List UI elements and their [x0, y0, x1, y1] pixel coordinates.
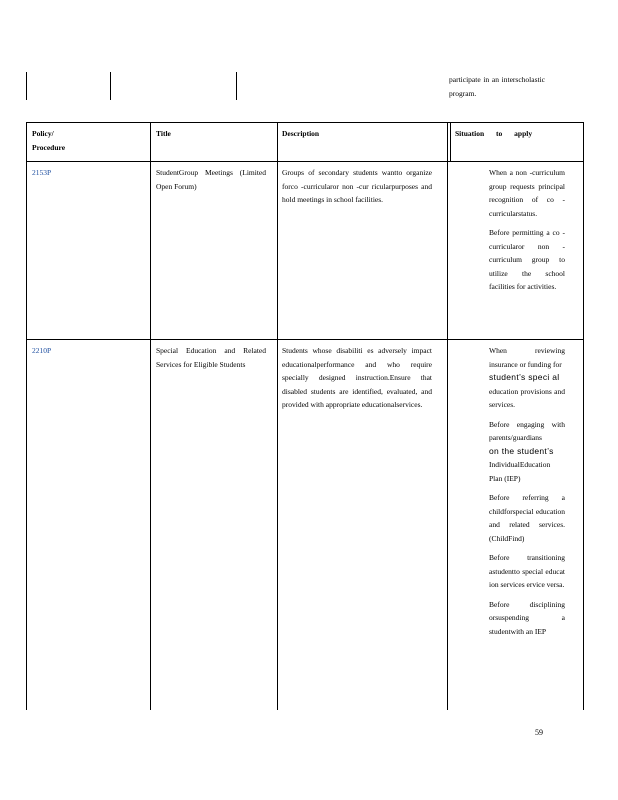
list-item [472, 226, 565, 294]
situation-text: Before transitioning astudentto special educat ion services ervice versa. [489, 553, 565, 589]
situation-list [472, 166, 565, 294]
prev-table-border-col3 [236, 72, 237, 100]
header-title: Title [156, 129, 171, 138]
page-number: 59 [535, 728, 543, 737]
situation-text: Before disciplining orsuspending a studentwith an IEP [489, 599, 565, 636]
situation-text-emphasis: on the student’s [489, 445, 554, 456]
table-right-border [583, 122, 584, 710]
policy-description: Students whose disabiliti es adversely impact educationalperformance and who require specially designed instruction.Ensure that disabled students are identified, evaluated, and provided with appropriate educationalservices. [282, 346, 432, 409]
situation-text: Before engaging with parents/guardians [489, 419, 565, 442]
row1-bottom-border [26, 339, 584, 340]
situation-text: IndividualEducation Plan (IEP) [489, 460, 551, 483]
header-policy-procedure: Policy/ Procedure [32, 129, 66, 152]
list-item [472, 491, 565, 545]
table-col-divider-3b [450, 122, 451, 162]
table-col-divider-2 [277, 122, 278, 710]
situation-text: education provisions and services. [489, 386, 565, 409]
situation-text: When reviewing insurance or funding for [489, 346, 565, 369]
policy-id-link[interactable]: 2153P [32, 168, 52, 177]
prev-table-border-left [26, 72, 27, 100]
header-description: Description [282, 129, 320, 138]
table-col-divider-1 [150, 122, 151, 710]
table-col-divider-3a [447, 122, 448, 710]
situation-list [472, 344, 565, 638]
list-item [472, 344, 565, 412]
policy-title: Special Education and Related Services for Eligible Students [156, 346, 266, 369]
situation-text-emphasis: student’s speci al [489, 372, 560, 382]
prev-table-fragment-text: participate in an interscholastic program. [449, 75, 545, 98]
situation-text: Before referring a childforspecial education and related services. (ChildFind) [489, 493, 565, 543]
table-left-border [26, 122, 27, 710]
situation-text: Before permitting a co -curricularor non -curriculum group to utilize the school facilities for activities. [489, 228, 565, 291]
situation-text: When a non -curriculum group requests principal recognition of co -curricularstatus. [489, 168, 565, 218]
list-item [472, 418, 565, 486]
list-item [472, 598, 565, 639]
policy-description: Groups of secondary students wantto organize forco -curricularor non -cur ricularpurposes and hold meetings in school facilities. [282, 168, 432, 204]
header-situation-to-apply: Situation to apply [455, 129, 533, 138]
list-item [472, 166, 565, 220]
policy-id-link[interactable]: 2210P [32, 346, 52, 355]
policy-title: StudentGroup Meetings (Limited Open Forum) [156, 168, 266, 191]
list-item [472, 551, 565, 592]
prev-table-border-col2 [110, 72, 111, 100]
table-top-border [26, 122, 584, 123]
table-header-bottom-border [26, 161, 584, 162]
